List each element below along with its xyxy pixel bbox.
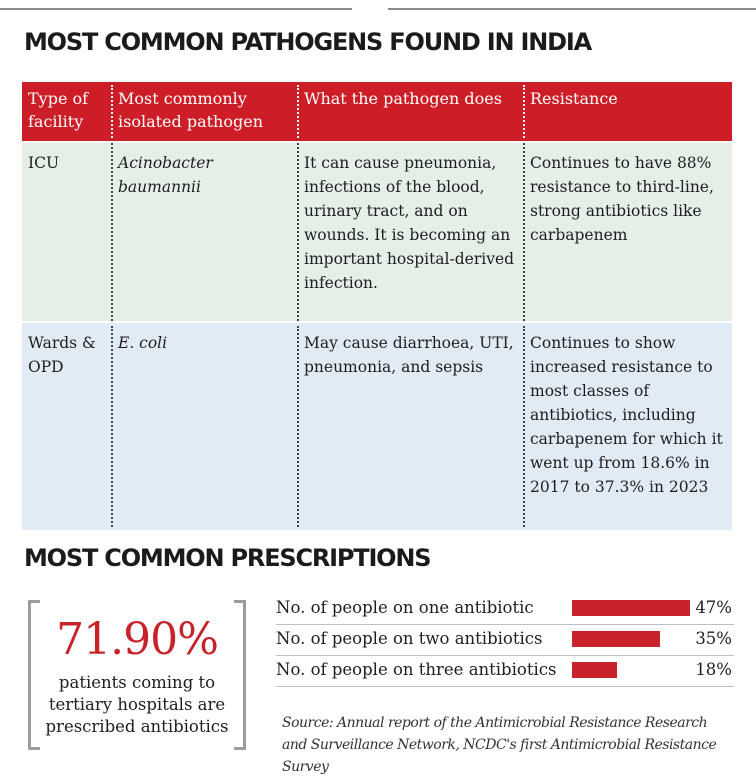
column-divider (523, 143, 525, 321)
column-divider (523, 85, 525, 138)
source-note: Source: Annual report of the Antimicrobial Resistance Research and Surveillance Network, NCDC's first Antimicrobial Resistance Survey (282, 715, 717, 775)
column-divider (297, 326, 299, 527)
prescriptions-title: MOST COMMON PRESCRIPTIONS (24, 544, 431, 572)
bar-label: No. of people on three antibiotics (276, 660, 557, 679)
pathogens-table (22, 82, 732, 530)
header-effect: What the pathogen does (304, 89, 502, 108)
column-divider (111, 326, 113, 527)
stat-number: 71.90% (56, 614, 218, 665)
table-row (22, 323, 732, 530)
bar-row (276, 625, 734, 656)
cell-resistance: Continues to have 88% resistance to third-line, strong antibiotics like carbapenem (530, 154, 714, 244)
cell-facility: Wards & OPD (28, 334, 96, 376)
column-divider (111, 85, 113, 138)
top-rule-right (388, 8, 756, 10)
bar-fill (572, 662, 617, 678)
cell-pathogen: Acinobacter baumannii (118, 154, 213, 196)
cell-effect: It can cause pneumonia, infections of the blood, urinary tract, and on wounds. It is becoming an important hospital-derived infection. (304, 154, 515, 292)
antibiotic-bar-list (276, 594, 734, 687)
bar-fill (572, 600, 690, 616)
bar-label: No. of people on one antibiotic (276, 598, 534, 617)
bar-value: 47% (695, 598, 732, 617)
bar-value: 35% (695, 629, 732, 648)
cell-effect: May cause diarrhoea, UTI, pneumonia, and sepsis (304, 334, 514, 376)
table-header-row (22, 82, 732, 141)
cell-resistance: Continues to show increased resistance to most classes of antibiotics, including carbapenem for which it went up from 18.6% in 2017 to 37.3% in 2023 (530, 334, 723, 496)
table-row (22, 143, 732, 321)
header-pathogen: Most commonly isolated pathogen (118, 89, 264, 131)
cell-pathogen: E. coli (118, 334, 168, 352)
cell-facility: ICU (28, 154, 60, 172)
header-resistance: Resistance (530, 89, 618, 108)
bar-value: 18% (695, 660, 732, 679)
column-divider (297, 143, 299, 321)
column-divider (523, 326, 525, 527)
column-divider (111, 143, 113, 321)
header-facility: Type of facility (28, 89, 89, 131)
stat-caption: patients coming to tertiary hospitals are prescribed antibiotics (45, 673, 229, 736)
top-rule-left (0, 8, 352, 10)
stat-callout (28, 600, 246, 750)
column-divider (297, 85, 299, 138)
bar-fill (572, 631, 660, 647)
bar-row (276, 594, 734, 625)
bar-row (276, 656, 734, 687)
bar-label: No. of people on two antibiotics (276, 629, 543, 648)
pathogens-title: MOST COMMON PATHOGENS FOUND IN INDIA (24, 28, 591, 56)
